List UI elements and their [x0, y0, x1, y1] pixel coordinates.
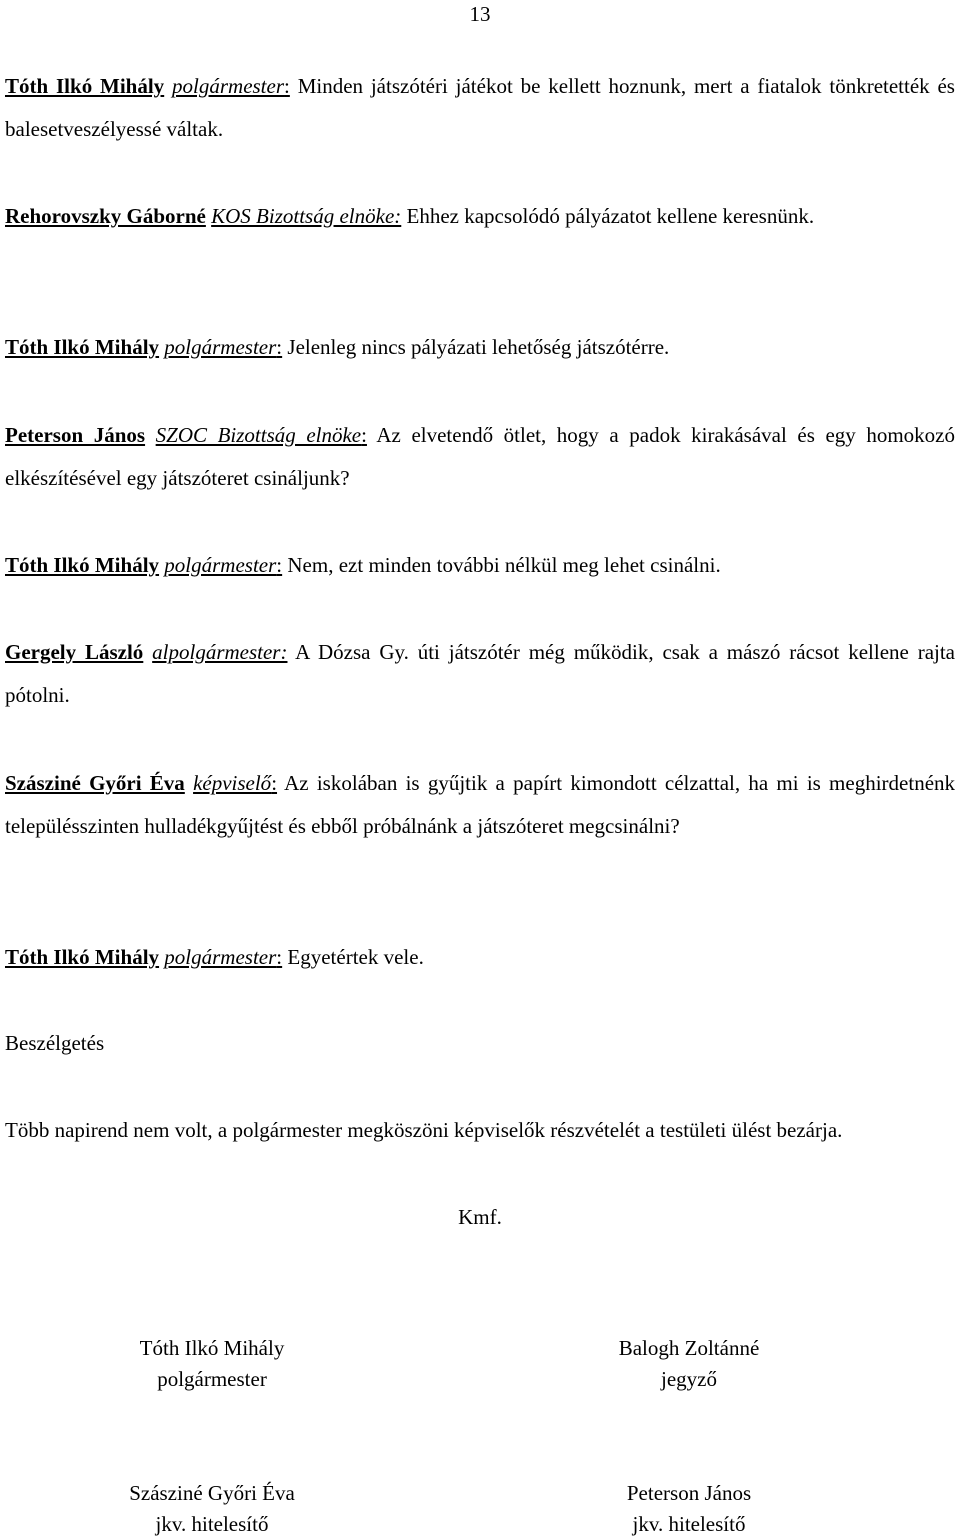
paragraph-text: Jelenleg nincs pályázati lehetőség játszótérre.	[287, 335, 670, 359]
paragraph-text: A Dózsa Gy. úti játszótér még működik, csak a mászó rácsot kellene rajta pótolni.	[5, 640, 956, 707]
signature-mayor	[62, 1333, 362, 1395]
speaker-role: KOS Bizottság elnöke:	[211, 204, 402, 228]
speaker-name: Szásziné Győri Éva	[5, 771, 185, 795]
kmf-label: Kmf.	[458, 1205, 502, 1229]
signature-title: jegyző	[661, 1367, 717, 1391]
paragraph-text: Az iskolában is gyűjtik a papírt kimondott célzattal, ha mi is meghirdetnénk településszinten hulladékgyűjtést és ebből próbálnánk a játszóteret megcsinálni?	[5, 771, 956, 838]
speaker-name: Tóth Ilkó Mihály	[5, 335, 160, 359]
discussion-heading: Beszélgetés	[5, 1031, 105, 1055]
signature-title: jkv. hitelesítő	[155, 1512, 269, 1536]
speaker-name: Tóth Ilkó Mihály	[5, 945, 160, 969]
signature-authenticator-2	[539, 1478, 839, 1540]
signature-title: polgármester	[157, 1367, 267, 1391]
paragraph-text: Az elvetendő ötlet, hogy a padok kirakásával és egy homokozó elkészítésével egy játszóteret csináljunk?	[5, 423, 955, 490]
speaker-name: Peterson János	[5, 423, 146, 447]
paragraph-mayor-1: Tóth Ilkó Mihály polgármester: Minden játszótéri játékot be kellett hoznunk, mert a fiatalok tönkretették és balesetveszélyessé váltak.	[5, 74, 955, 141]
speaker-role: alpolgármester:	[152, 640, 288, 664]
page-number: 13	[469, 2, 491, 26]
signature-name: Tóth Ilkó Mihály	[139, 1336, 285, 1360]
paragraph-representative: Szásziné Győri Éva képviselő: Az iskolában is gyűjtik a papírt kimondott célzattal, ha mi is meghirdetnénk településszinten hulladékgyűjtést és ebből próbálnánk a játszóteret megcsinálni?	[5, 771, 956, 838]
speaker-role: képviselő	[193, 771, 272, 795]
paragraph-text: Ehhez kapcsolódó pályázatot kellene keresnünk.	[406, 204, 815, 228]
speaker-role: polgármester	[172, 74, 285, 98]
paragraph-text: Nem, ezt minden további nélkül meg lehet csinálni.	[287, 553, 721, 577]
speaker-role: SZOC Bizottság elnöke	[155, 423, 362, 447]
speaker-name: Tóth Ilkó Mihály	[5, 553, 160, 577]
paragraph-deputy-mayor	[5, 631, 955, 717]
paragraph-text: Egyetértek vele.	[287, 945, 424, 969]
paragraph-szoc-chair: Peterson János SZOC Bizottság elnöke: Az elvetendő ötlet, hogy a padok kirakásával és egy homokozó elkészítésével egy játszóteret csináljunk?	[5, 423, 955, 490]
speaker-name: Tóth Ilkó Mihály	[5, 74, 165, 98]
signature-notary	[539, 1333, 839, 1395]
paragraph-mayor-3: Tóth Ilkó Mihály polgármester: Nem, ezt minden további nélkül meg lehet csinálni.	[5, 553, 721, 577]
paragraph-text: Minden játszótéri játékot be kellett hoznunk, mert a fiatalok tönkretették és balesetveszélyessé váltak.	[5, 74, 955, 141]
speaker-role: polgármester	[164, 945, 277, 969]
signature-name: Balogh Zoltánné	[618, 1336, 760, 1360]
speaker-role: polgármester	[164, 553, 277, 577]
speaker-name: Gergely László	[5, 640, 144, 664]
signature-authenticator-1	[62, 1478, 362, 1540]
signature-name: Peterson János	[626, 1481, 752, 1505]
signature-title: jkv. hitelesítő	[632, 1512, 746, 1536]
speaker-name: Rehorovszky Gáborné	[5, 204, 206, 228]
paragraph-kos-chair	[5, 195, 955, 238]
paragraph-mayor-4: Tóth Ilkó Mihály polgármester: Egyetértek vele.	[5, 945, 424, 969]
signature-name: Szásziné Győri Éva	[129, 1481, 295, 1505]
paragraph-mayor-2: Tóth Ilkó Mihály polgármester: Jelenleg nincs pályázati lehetőség játszótérre.	[5, 335, 670, 359]
speaker-role: polgármester	[164, 335, 277, 359]
closing-paragraph: Több napirend nem volt, a polgármester megköszöni képviselők részvételét a testületi ülést bezárja.	[5, 1118, 843, 1142]
